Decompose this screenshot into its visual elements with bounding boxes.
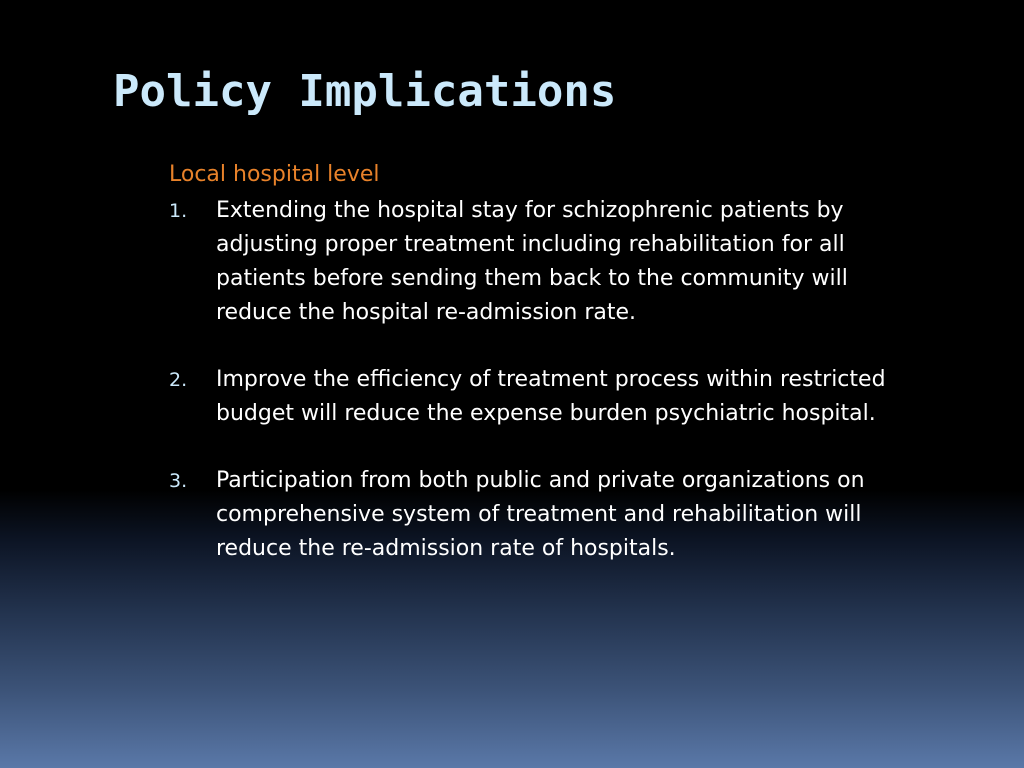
list-item-number: 2. — [169, 369, 188, 391]
list-item-text: Extending the hospital stay for schizophrenic patients by adjusting proper treatment including rehabilitation for all patients before sending them back to the community will reduce the hospital re-admission rate. — [216, 198, 848, 325]
section-heading: Local hospital level — [169, 162, 380, 187]
list-item-text: Improve the efficiency of treatment process within restricted budget will reduce the expense burden psychiatric hospital. — [216, 367, 886, 426]
list-item-number: 1. — [169, 200, 188, 222]
policy-list — [169, 194, 889, 566]
slide-title: Policy Implications — [113, 66, 617, 117]
slide-content — [169, 158, 889, 566]
list-item — [169, 363, 889, 431]
list-item — [169, 194, 889, 330]
list-item-text: Participation from both public and private organizations on comprehensive system of treatment and rehabilitation will reduce the re-admission rate of hospitals. — [216, 468, 865, 561]
list-item — [169, 464, 889, 566]
list-item-number: 3. — [169, 470, 188, 492]
